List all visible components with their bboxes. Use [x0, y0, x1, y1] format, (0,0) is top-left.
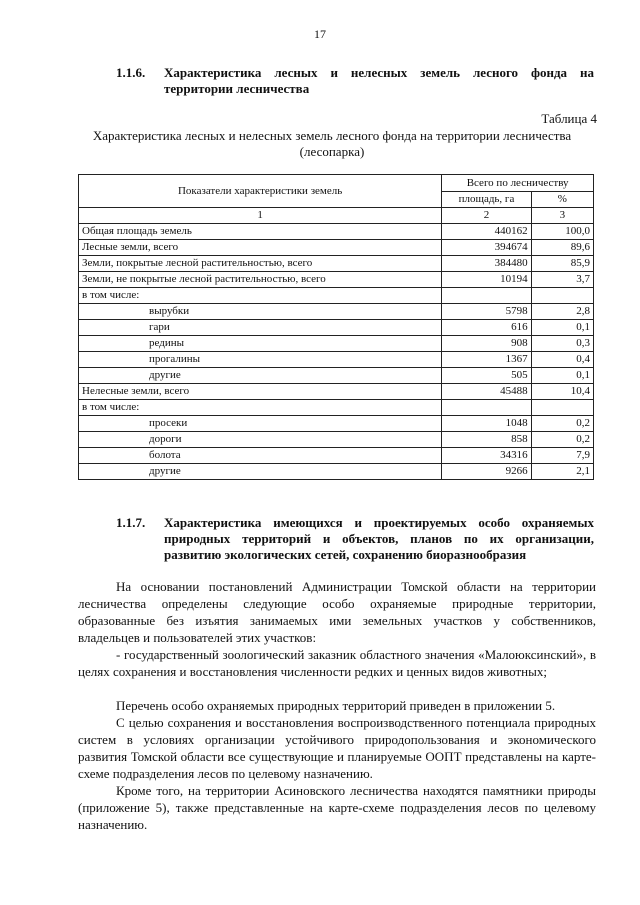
- row-label: в том числе:: [79, 400, 442, 416]
- table-row: [79, 224, 594, 240]
- row-percent: 85,9: [531, 256, 593, 272]
- row-area: 9266: [442, 464, 531, 480]
- row-percent: 0,1: [531, 320, 593, 336]
- table-row: [79, 448, 594, 464]
- row-percent: [531, 288, 593, 304]
- land-characteristics-table: [78, 174, 594, 480]
- table-row: [79, 240, 594, 256]
- row-label: болота: [79, 448, 442, 464]
- row-area: 440162: [442, 224, 531, 240]
- paragraph-text: Перечень особо охраняемых природных территорий приведен в приложении 5.: [116, 698, 556, 713]
- row-label: гари: [79, 320, 442, 336]
- table-caption: Характеристика лесных и нелесных земель лесного фонда на территории лесничества (лесопарка): [92, 128, 572, 159]
- table-row: [79, 288, 594, 304]
- row-percent: 0,2: [531, 432, 593, 448]
- row-area: 45488: [442, 384, 531, 400]
- row-area: 505: [442, 368, 531, 384]
- row-percent: 2,1: [531, 464, 593, 480]
- table-row: [79, 384, 594, 400]
- table-row: [79, 320, 594, 336]
- section-title: Характеристика имеющихся и проектируемых особо охраняемых природных территорий и объектов, планов по их организации, развитию экологических сетей, сохранению биоразнообразия: [164, 515, 594, 562]
- row-percent: 100,0: [531, 224, 593, 240]
- paragraph-reserve: [78, 646, 596, 680]
- paragraph-decrees: [78, 578, 596, 646]
- page-number: 17: [314, 27, 326, 41]
- row-label: вырубки: [79, 304, 442, 320]
- column-number-row: [79, 208, 594, 224]
- row-area: 1367: [442, 352, 531, 368]
- row-label: Общая площадь земель: [79, 224, 442, 240]
- row-label: другие: [79, 368, 442, 384]
- row-percent: 2,8: [531, 304, 593, 320]
- table-row: [79, 256, 594, 272]
- paragraph-purpose: [78, 714, 596, 782]
- row-area: 394674: [442, 240, 531, 256]
- table-row: [79, 304, 594, 320]
- row-label: дороги: [79, 432, 442, 448]
- row-percent: 0,1: [531, 368, 593, 384]
- row-percent: 0,3: [531, 336, 593, 352]
- section-heading-1-1-6: [116, 65, 594, 99]
- table-row: [79, 464, 594, 480]
- table-row: [79, 352, 594, 368]
- col-number: 1: [79, 208, 442, 224]
- row-label: Лесные земли, всего: [79, 240, 442, 256]
- row-label: редины: [79, 336, 442, 352]
- table-row: [79, 336, 594, 352]
- row-percent: 89,6: [531, 240, 593, 256]
- row-label: просеки: [79, 416, 442, 432]
- table-number: Таблица 4: [541, 111, 597, 126]
- row-percent: 0,4: [531, 352, 593, 368]
- row-area: 1048: [442, 416, 531, 432]
- section-heading-1-1-7: [116, 515, 594, 565]
- row-label: Нелесные земли, всего: [79, 384, 442, 400]
- row-area: [442, 400, 531, 416]
- row-label: другие: [79, 464, 442, 480]
- row-area: 10194: [442, 272, 531, 288]
- header-percent: %: [531, 192, 593, 208]
- col-number: 3: [531, 208, 593, 224]
- row-area: 616: [442, 320, 531, 336]
- table-row: [79, 416, 594, 432]
- row-area: 858: [442, 432, 531, 448]
- paragraph-monuments: [78, 782, 596, 833]
- row-percent: [531, 400, 593, 416]
- row-label: прогалины: [79, 352, 442, 368]
- paragraph-text: - государственный зоологический заказник областного значения «Малоюксинский», в целях сохранения и восстановления численности редких и ценных видов животных;: [78, 647, 596, 679]
- table-row: [79, 432, 594, 448]
- row-percent: 7,9: [531, 448, 593, 464]
- paragraph-text: Кроме того, на территории Асиновского лесничества находятся памятники природы (приложение 5), также представленные на карте-схеме подразделения лесов по целевому назначению.: [78, 783, 596, 832]
- row-area: 34316: [442, 448, 531, 464]
- row-area: 908: [442, 336, 531, 352]
- section-title: Характеристика лесных и нелесных земель лесного фонда на территории лесничества: [164, 65, 594, 96]
- paragraph-text: С целью сохранения и восстановления воспроизводственного потенциала природных систем в условиях организации устойчивого природопользования и экономического развития Томской области все существующие и планируемые ООПТ представлены на карте-схеме подразделения лесов по целевому назначению.: [78, 715, 596, 781]
- section-number: 1.1.7.: [116, 515, 146, 530]
- row-label: Земли, покрытые лесной растительностью, всего: [79, 256, 442, 272]
- section-number: 1.1.6.: [116, 65, 146, 80]
- header-area: площадь, га: [442, 192, 531, 208]
- table-row: [79, 368, 594, 384]
- paragraph-list-ref: [78, 697, 596, 714]
- row-percent: 10,4: [531, 384, 593, 400]
- row-area: 5798: [442, 304, 531, 320]
- row-percent: 0,2: [531, 416, 593, 432]
- col-number: 2: [442, 208, 531, 224]
- row-area: [442, 288, 531, 304]
- row-label: Земли, не покрытые лесной растительностью, всего: [79, 272, 442, 288]
- table-row: [79, 400, 594, 416]
- header-indicators: Показатели характеристики земель: [79, 175, 442, 208]
- header-total: Всего по лесничеству: [442, 175, 594, 192]
- table-header-row: [79, 175, 594, 192]
- paragraph-text: На основании постановлений Администрации Томской области на территории лесничества определены следующие особо охраняемые природные территории, образованные без изъятия занимаемых ими земельных участков у собственников, владельцев и пользователей этих участков:: [78, 579, 596, 645]
- table-row: [79, 272, 594, 288]
- row-label: в том числе:: [79, 288, 442, 304]
- row-percent: 3,7: [531, 272, 593, 288]
- row-area: 384480: [442, 256, 531, 272]
